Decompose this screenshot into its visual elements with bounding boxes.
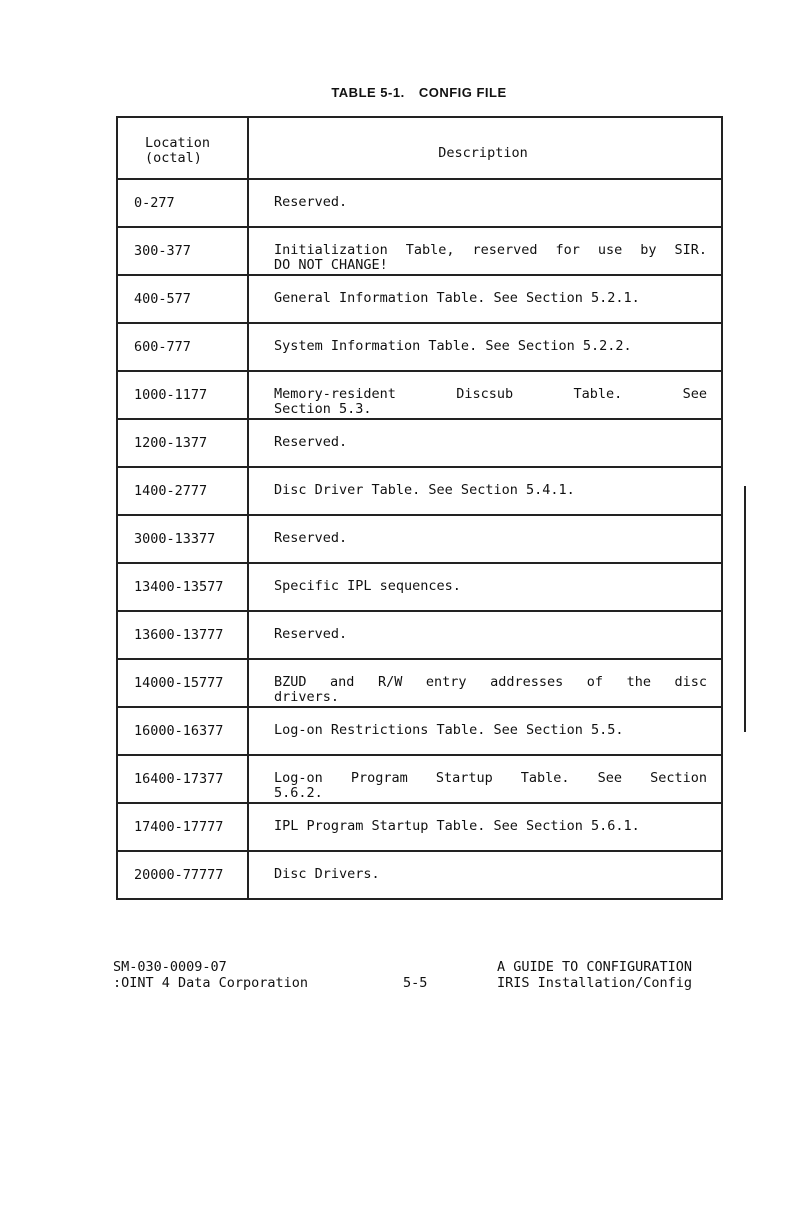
description-cell xyxy=(248,275,722,323)
description-cell xyxy=(248,755,722,803)
description-line: System Information Table. See Section 5.2.2. xyxy=(274,338,632,354)
description-line: Section 5.3. xyxy=(274,401,372,417)
description-cell xyxy=(248,563,722,611)
description-line: Reserved. xyxy=(274,626,348,642)
company-name: :OINT 4 Data Corporation xyxy=(113,975,309,991)
table-row xyxy=(117,371,722,419)
location-header-line2: (octal) xyxy=(145,150,202,166)
location-cell: 16000-16377 xyxy=(117,707,248,755)
description-cell xyxy=(248,371,722,419)
description-line: DO NOT CHANGE! xyxy=(274,257,388,273)
table-row xyxy=(117,515,722,563)
location-cell: 1200-1377 xyxy=(117,419,248,467)
description-line: Reserved. xyxy=(274,530,348,546)
table-row xyxy=(117,755,722,803)
location-cell: 20000-77777 xyxy=(117,851,248,899)
page-number: 5-5 xyxy=(403,975,428,991)
table-title xyxy=(0,85,792,100)
manual-title: IRIS Installation/Config xyxy=(497,975,693,991)
table-row xyxy=(117,467,722,515)
location-cell: 600-777 xyxy=(117,323,248,371)
table-row xyxy=(117,179,722,227)
description-line: General Information Table. See Section 5.2.1. xyxy=(274,290,640,306)
table-row xyxy=(117,563,722,611)
location-cell: 13400-13577 xyxy=(117,563,248,611)
location-cell: 1000-1177 xyxy=(117,371,248,419)
description-line: Memory-resident Discsub Table. See xyxy=(274,386,707,402)
table-row xyxy=(117,707,722,755)
description-cell xyxy=(248,419,722,467)
description-cell xyxy=(248,515,722,563)
table-row xyxy=(117,323,722,371)
description-line: Disc Drivers. xyxy=(274,866,380,882)
config-file-table xyxy=(116,116,723,900)
table-number: TABLE 5-1. xyxy=(331,85,405,100)
page-footer xyxy=(113,959,723,991)
description-cell xyxy=(248,227,722,275)
description-line: Specific IPL sequences. xyxy=(274,578,461,594)
description-line: Reserved. xyxy=(274,194,348,210)
location-header-line1: Location xyxy=(145,135,211,151)
change-bar xyxy=(744,486,746,732)
description-cell xyxy=(248,467,722,515)
description-cell xyxy=(248,323,722,371)
description-cell xyxy=(248,707,722,755)
footer-row xyxy=(113,975,723,991)
location-cell: 400-577 xyxy=(117,275,248,323)
description-line: BZUD and R/W entry addresses of the disc xyxy=(274,674,707,690)
description-cell xyxy=(248,659,722,707)
description-line: Disc Driver Table. See Section 5.4.1. xyxy=(274,482,575,498)
description-header: Description xyxy=(248,117,722,179)
description-line: Reserved. xyxy=(274,434,348,450)
table-row xyxy=(117,275,722,323)
footer-row xyxy=(113,959,723,975)
description-line: IPL Program Startup Table. See Section 5.6.1. xyxy=(274,818,640,834)
location-cell: 13600-13777 xyxy=(117,611,248,659)
table-row xyxy=(117,851,722,899)
description-cell xyxy=(248,851,722,899)
location-cell: 0-277 xyxy=(117,179,248,227)
location-cell: 1400-2777 xyxy=(117,467,248,515)
description-cell xyxy=(248,803,722,851)
description-line: Log-on Program Startup Table. See Section xyxy=(274,770,707,786)
table-row xyxy=(117,659,722,707)
location-cell: 16400-17377 xyxy=(117,755,248,803)
description-line: Log-on Restrictions Table. See Section 5.5. xyxy=(274,722,624,738)
table-header-row xyxy=(117,117,722,179)
doc-number: SM-030-0009-07 xyxy=(113,959,227,975)
location-cell: 17400-17777 xyxy=(117,803,248,851)
table-row xyxy=(117,803,722,851)
section-title: A GUIDE TO CONFIGURATION xyxy=(497,959,693,975)
table-row xyxy=(117,227,722,275)
table-name: CONFIG FILE xyxy=(418,85,507,100)
location-cell: 14000-15777 xyxy=(117,659,248,707)
location-cell: 300-377 xyxy=(117,227,248,275)
table-row xyxy=(117,611,722,659)
description-line: Initialization Table, reserved for use by SIR. xyxy=(274,242,707,258)
description-cell xyxy=(248,179,722,227)
description-line: drivers. xyxy=(274,689,340,705)
location-header xyxy=(117,117,248,179)
location-cell: 3000-13377 xyxy=(117,515,248,563)
description-line: 5.6.2. xyxy=(274,785,323,801)
table-row xyxy=(117,419,722,467)
description-cell xyxy=(248,611,722,659)
